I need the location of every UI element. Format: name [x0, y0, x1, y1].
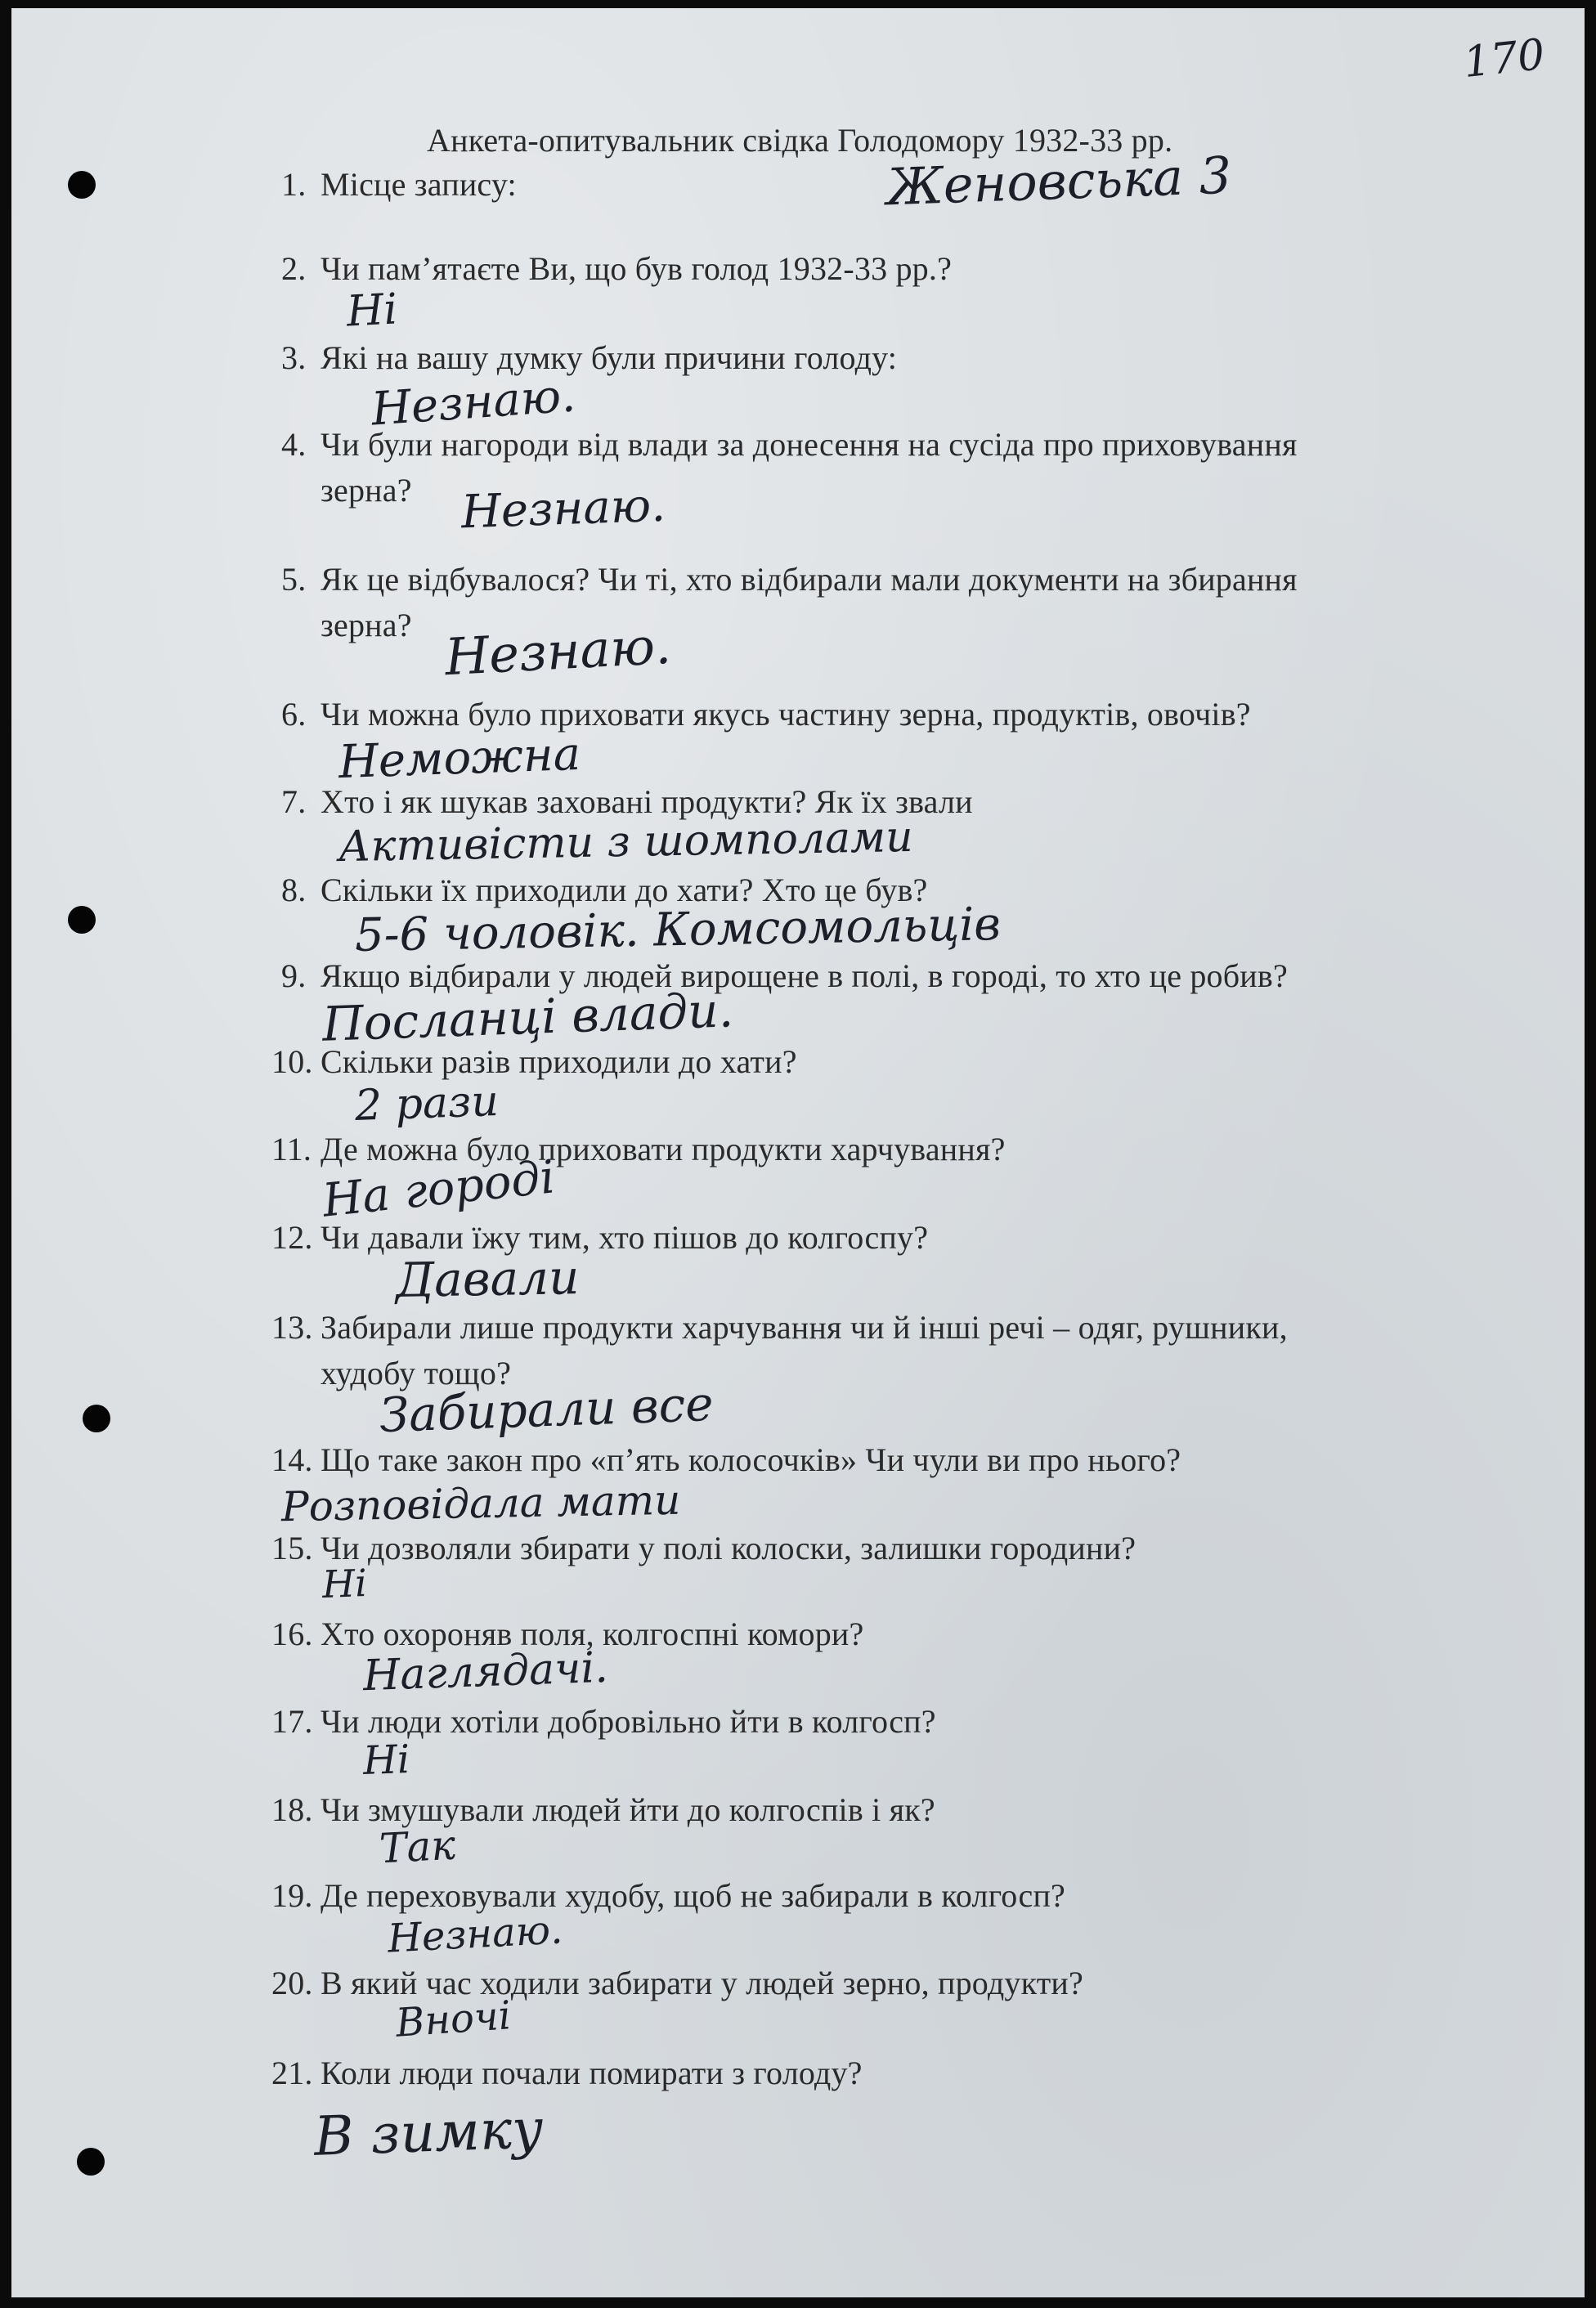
- question-text: Хто охороняв поля, колгоспні комори?: [321, 1616, 864, 1652]
- punch-hole: [83, 1405, 110, 1432]
- page-number: 170: [1461, 29, 1548, 88]
- punch-hole: [68, 171, 96, 199]
- question-number: 10.: [271, 1043, 313, 1080]
- handwritten-answer: Давали: [395, 1249, 580, 1308]
- handwritten-answer: 5-6 чоловік. Комсомольців: [354, 898, 1002, 962]
- question-text: Хто і як шукав заховані продукти? Як їх звали: [321, 783, 973, 820]
- question-text: зерна?: [321, 472, 412, 509]
- question-number: 3.: [281, 339, 307, 376]
- handwritten-answer: В зимку: [312, 2097, 545, 2168]
- question-number: 7.: [281, 783, 307, 820]
- question-text: Чи люди хотіли добровільно йти в колгосп?: [321, 1703, 936, 1740]
- handwritten-answer: Незнаю.: [370, 369, 577, 437]
- question-text: Забирали лише продукти харчування чи й інші речі – одяг, рушники,: [321, 1309, 1288, 1346]
- question-text: В який час ходили забирати у людей зерно, продукти?: [321, 1965, 1083, 2001]
- question-text: Чи були нагороди від влади за донесення на сусіда про приховування: [321, 426, 1298, 463]
- question-number: 4.: [281, 426, 307, 463]
- question-number: 15.: [271, 1530, 313, 1566]
- question-number: 16.: [271, 1616, 313, 1652]
- question-text: Якщо відбирали у людей вирощене в полі, в городі, то хто це робив?: [321, 957, 1288, 994]
- question-number: 9.: [281, 957, 307, 994]
- handwritten-answer: Вночі: [394, 1992, 513, 2046]
- question-text: Чи можна було приховати якусь частину зерна, продуктів, овочів?: [321, 696, 1251, 733]
- handwritten-answer: Посланці влади.: [321, 982, 735, 1052]
- question-text: Де можна було приховати продукти харчування?: [321, 1131, 1006, 1167]
- handwritten-answer: Ні: [362, 1737, 411, 1784]
- question-text: Чи пам’ятаєте Ви, що був голод 1932-33 рр.?: [321, 250, 953, 287]
- question-number: 21.: [271, 2055, 313, 2091]
- handwritten-answer: Незнаю.: [460, 478, 666, 540]
- handwritten-answer: Так: [378, 1821, 457, 1873]
- handwritten-answer: Неможна: [337, 727, 582, 790]
- question-number: 5.: [281, 561, 307, 598]
- question-number: 11.: [271, 1131, 312, 1167]
- question-number: 20.: [271, 1965, 313, 2001]
- question-text: Де переховували худобу, щоб не забирали в колгосп?: [321, 1877, 1066, 1914]
- question-text: Як це відбувалося? Чи ті, хто відбирали мали документи на збирання: [321, 561, 1298, 598]
- page-title: Анкета-опитувальник свідка Голодомору 1932-33 рр.: [427, 122, 1173, 159]
- handwritten-answer: 2 рази: [354, 1076, 500, 1132]
- question-text: Чи змушували людей йти до колгоспів і як?: [321, 1791, 935, 1828]
- question-text: Скільки їх приходили до хати? Хто це був?: [321, 872, 928, 908]
- question-text: Місце запису:: [321, 166, 517, 203]
- question-number: 2.: [281, 250, 307, 287]
- handwritten-answer: Незнаю.: [386, 1907, 564, 1962]
- question-text: Які на вашу думку були причини голоду:: [321, 339, 898, 376]
- question-text: Чи давали їжу тим, хто пішов до колгоспу?: [321, 1219, 929, 1256]
- handwritten-answer: Наглядачі.: [362, 1642, 609, 1701]
- handwritten-answer: Женовська 3: [885, 145, 1233, 217]
- handwritten-answer: Розповідала мати: [280, 1476, 681, 1531]
- handwritten-answer: Ні: [321, 1561, 368, 1607]
- question-number: 12.: [271, 1219, 313, 1256]
- punch-hole: [77, 2148, 105, 2176]
- handwritten-answer: Активісти з шомполами: [338, 812, 914, 872]
- punch-hole: [68, 906, 96, 934]
- question-text: зерна?: [321, 607, 412, 643]
- question-number: 8.: [281, 872, 307, 908]
- handwritten-answer: На городі: [320, 1150, 558, 1228]
- question-text: Що таке закон про «п’ять колосочків» Чи чули ви про нього?: [321, 1441, 1181, 1478]
- document-sheet: [11, 8, 1585, 2297]
- question-number: 1.: [281, 166, 307, 203]
- question-number: 19.: [271, 1877, 313, 1914]
- question-text: Коли люди почали помирати з голоду?: [321, 2055, 863, 2091]
- handwritten-answer: Незнаю.: [443, 615, 673, 688]
- question-number: 14.: [271, 1441, 313, 1478]
- question-number: 6.: [281, 696, 307, 733]
- question-number: 17.: [271, 1703, 313, 1740]
- question-text: худобу тощо?: [321, 1355, 512, 1392]
- question-number: 18.: [271, 1791, 313, 1828]
- question-text: Скільки разів приходили до хати?: [321, 1043, 797, 1080]
- handwritten-answer: Забирали все: [378, 1375, 715, 1444]
- question-number: 13.: [271, 1309, 313, 1346]
- handwritten-answer: Ні: [345, 285, 399, 337]
- question-text: Чи дозволяли збирати у полі колоски, залишки городини?: [321, 1530, 1136, 1566]
